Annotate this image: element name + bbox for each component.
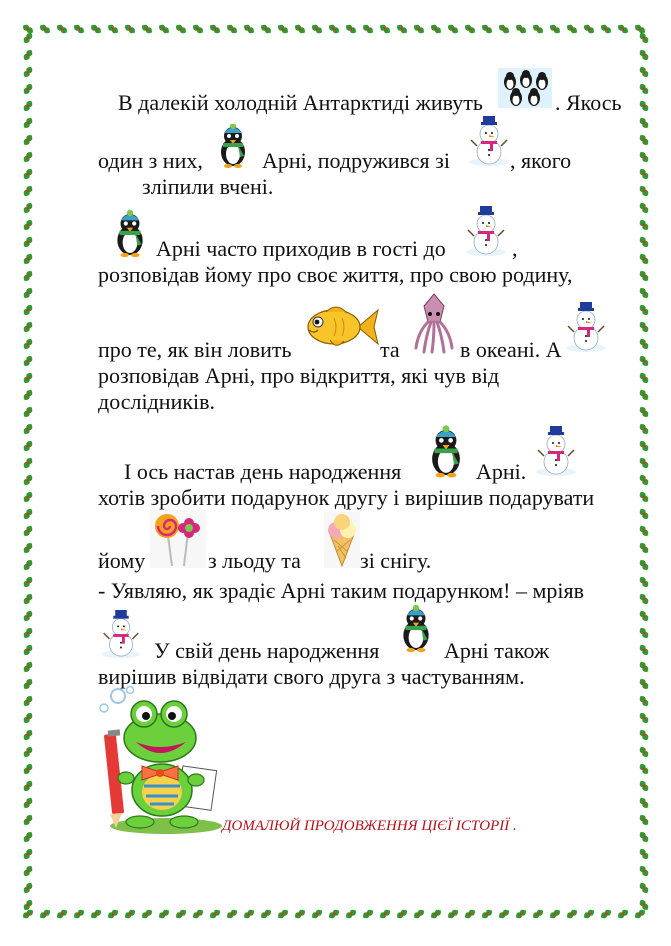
story-line-6c: в океані. А — [460, 337, 562, 362]
holly-leaf — [225, 908, 238, 920]
holly-leaf — [55, 23, 68, 35]
holly-leaf — [22, 779, 34, 792]
holly-leaf — [514, 908, 527, 920]
snowman-picture-2 — [464, 206, 508, 258]
holly-leaf — [638, 830, 650, 843]
holly-leaf — [22, 320, 34, 333]
holly-leaf — [191, 908, 204, 920]
border-top — [20, 18, 652, 40]
holly-leaf — [638, 218, 650, 231]
holly-leaf — [638, 167, 650, 180]
holly-leaf — [22, 745, 34, 758]
holly-leaf — [22, 31, 34, 44]
holly-leaf — [72, 23, 85, 35]
holly-leaf — [446, 908, 459, 920]
holly-leaf — [140, 23, 153, 35]
holly-leaf — [638, 524, 650, 537]
holly-leaf — [638, 864, 650, 877]
holly-leaf — [55, 908, 68, 920]
holly-leaf — [565, 23, 578, 35]
holly-leaf — [123, 23, 136, 35]
holly-leaf — [22, 286, 34, 299]
holly-leaf — [638, 660, 650, 673]
snowman-picture-4 — [534, 426, 578, 478]
holly-leaf — [140, 908, 153, 920]
holly-leaf — [638, 847, 650, 860]
penguins-group-picture — [498, 68, 552, 108]
holly-leaf — [22, 558, 34, 571]
penguin-arni-picture — [214, 124, 252, 168]
holly-leaf — [638, 558, 650, 571]
holly-leaf — [22, 473, 34, 486]
story-line-5: розповідав йому про своє життя, про свою родину, — [98, 262, 573, 287]
story-line-4b: , — [512, 236, 518, 261]
ice-cream-picture — [324, 512, 360, 568]
holly-leaf — [599, 908, 612, 920]
holly-leaf — [22, 48, 34, 61]
holly-leaf — [599, 23, 612, 35]
holly-leaf — [638, 99, 650, 112]
holly-leaf — [22, 354, 34, 367]
penguin-arni-picture-3 — [424, 424, 468, 480]
holly-leaf — [582, 908, 595, 920]
holly-leaf — [22, 677, 34, 690]
holly-leaf — [310, 23, 323, 35]
border-left — [20, 18, 36, 925]
holly-leaf — [22, 439, 34, 452]
story-line-14: вирішив відвідати свого друга з частуванням. — [98, 664, 525, 689]
holly-leaf — [344, 23, 357, 35]
holly-leaf — [638, 762, 650, 775]
holly-leaf — [412, 23, 425, 35]
holly-leaf — [361, 23, 374, 35]
holly-leaf — [565, 908, 578, 920]
holly-leaf — [638, 48, 650, 61]
holly-leaf — [344, 908, 357, 920]
holly-leaf — [531, 908, 544, 920]
lollipops-picture — [150, 510, 206, 568]
fish-picture — [304, 302, 380, 352]
story-line-1a: В далекій холодній Антарктиді живуть — [118, 90, 483, 115]
holly-leaf — [616, 23, 629, 35]
holly-leaf — [22, 422, 34, 435]
holly-leaf — [72, 908, 85, 920]
story-line-13b: Арні також — [444, 638, 550, 663]
holly-leaf — [638, 609, 650, 622]
holly-leaf — [638, 388, 650, 401]
holly-leaf — [22, 711, 34, 724]
snowman-picture — [468, 116, 510, 168]
story-line-13a: У свій день народження — [154, 638, 380, 663]
holly-leaf — [22, 201, 34, 214]
holly-leaf — [22, 456, 34, 469]
holly-leaf — [22, 405, 34, 418]
border-bottom — [20, 903, 652, 925]
holly-leaf — [638, 456, 650, 469]
holly-leaf — [638, 371, 650, 384]
holly-leaf — [22, 524, 34, 537]
holly-leaf — [22, 252, 34, 265]
holly-leaf — [638, 439, 650, 452]
holly-leaf — [638, 881, 650, 894]
holly-leaf — [242, 908, 255, 920]
holly-leaf — [310, 908, 323, 920]
snowman-picture-3 — [564, 302, 608, 354]
holly-leaf — [21, 23, 34, 35]
story-line-11c: зі снігу. — [360, 548, 432, 573]
holly-leaf — [463, 23, 476, 35]
holly-leaf — [22, 133, 34, 146]
penguin-arni-picture-4 — [396, 604, 436, 654]
holly-leaf — [638, 269, 650, 282]
story-line-9a: І ось настав день народження — [124, 459, 402, 484]
holly-leaf — [22, 184, 34, 197]
holly-leaf — [21, 908, 34, 920]
holly-leaf — [638, 65, 650, 78]
holly-leaf — [293, 23, 306, 35]
holly-leaf — [22, 660, 34, 673]
holly-leaf — [638, 898, 650, 911]
holly-leaf — [548, 908, 561, 920]
holly-leaf — [638, 694, 650, 707]
holly-leaf — [22, 150, 34, 163]
holly-leaf — [22, 830, 34, 843]
snowman-picture-5 — [100, 610, 142, 660]
holly-leaf — [22, 626, 34, 639]
holly-leaf — [22, 813, 34, 826]
holly-leaf — [638, 779, 650, 792]
holly-leaf — [582, 23, 595, 35]
holly-leaf — [638, 303, 650, 316]
holly-leaf — [633, 908, 646, 920]
holly-leaf — [22, 541, 34, 554]
holly-leaf — [616, 908, 629, 920]
holly-leaf — [22, 303, 34, 316]
holly-leaf — [429, 908, 442, 920]
holly-leaf — [638, 252, 650, 265]
story-line-3: зліпили вчені. — [142, 174, 274, 199]
story-line-2c: , якого — [510, 148, 572, 173]
holly-leaf — [638, 711, 650, 724]
holly-leaf — [638, 82, 650, 95]
holly-leaf — [638, 643, 650, 656]
holly-leaf — [174, 908, 187, 920]
story-line-1b: . Якось — [555, 90, 622, 115]
holly-leaf — [378, 908, 391, 920]
holly-leaf — [22, 881, 34, 894]
holly-leaf — [638, 592, 650, 605]
holly-leaf — [259, 23, 272, 35]
holly-leaf — [225, 23, 238, 35]
story-line-6a: про те, як він ловить — [98, 337, 292, 362]
holly-leaf — [638, 133, 650, 146]
holly-leaf — [638, 677, 650, 690]
holly-leaf — [22, 847, 34, 860]
holly-leaf — [106, 908, 119, 920]
holly-leaf — [638, 354, 650, 367]
holly-leaf — [548, 23, 561, 35]
holly-leaf — [89, 908, 102, 920]
holly-leaf — [208, 23, 221, 35]
holly-leaf — [22, 643, 34, 656]
holly-leaf — [22, 592, 34, 605]
holly-leaf — [638, 235, 650, 248]
story-line-2b: Арні, подружився зі — [262, 148, 450, 173]
holly-leaf — [633, 23, 646, 35]
story-line-11b: з льоду та — [208, 548, 301, 573]
holly-leaf — [293, 908, 306, 920]
holly-leaf — [276, 23, 289, 35]
holly-leaf — [38, 908, 51, 920]
holly-leaf — [208, 908, 221, 920]
holly-leaf — [174, 23, 187, 35]
holly-leaf — [242, 23, 255, 35]
holly-leaf — [22, 609, 34, 622]
holly-leaf — [22, 575, 34, 588]
holly-leaf — [22, 65, 34, 78]
story-line-9b: Арні. — [476, 459, 527, 484]
holly-leaf — [22, 99, 34, 112]
holly-leaf — [638, 813, 650, 826]
holly-leaf — [361, 908, 374, 920]
holly-leaf — [191, 23, 204, 35]
story-line-4a: Арні часто приходив в гості до — [156, 236, 446, 261]
holly-leaf — [638, 286, 650, 299]
holly-leaf — [463, 908, 476, 920]
holly-leaf — [638, 490, 650, 503]
story-line-8: дослідників. — [98, 389, 216, 414]
story-line-11a: йому — [98, 548, 146, 573]
story-line-10: хотів зробити подарунок другу і вирішив подарувати — [98, 485, 595, 510]
holly-leaf — [638, 320, 650, 333]
holly-leaf — [497, 23, 510, 35]
holly-leaf — [22, 116, 34, 129]
holly-leaf — [480, 908, 493, 920]
holly-leaf — [276, 908, 289, 920]
holly-leaf — [497, 908, 510, 920]
story-line-6b: та — [380, 337, 400, 362]
squid-picture — [410, 292, 458, 354]
holly-leaf — [22, 728, 34, 741]
penguin-arni-picture-2 — [110, 208, 150, 260]
holly-leaf — [89, 23, 102, 35]
holly-leaf — [395, 23, 408, 35]
holly-leaf — [638, 507, 650, 520]
holly-leaf — [22, 507, 34, 520]
holly-leaf — [638, 31, 650, 44]
holly-leaf — [22, 269, 34, 282]
holly-leaf — [638, 201, 650, 214]
holly-leaf — [412, 908, 425, 920]
holly-leaf — [327, 908, 340, 920]
holly-leaf — [22, 371, 34, 384]
holly-leaf — [259, 908, 272, 920]
holly-leaf — [327, 23, 340, 35]
holly-leaf — [395, 908, 408, 920]
holly-leaf — [123, 908, 136, 920]
holly-leaf — [638, 116, 650, 129]
holly-leaf — [638, 541, 650, 554]
holly-leaf — [22, 898, 34, 911]
holly-leaf — [638, 184, 650, 197]
holly-leaf — [638, 473, 650, 486]
holly-leaf — [429, 23, 442, 35]
holly-leaf — [22, 82, 34, 95]
holly-leaf — [22, 490, 34, 503]
holly-leaf — [22, 167, 34, 180]
holly-leaf — [157, 908, 170, 920]
footer-note: ДОМАЛЮЙ ПРОДОВЖЕННЯ ЦІЄЇ ІСТОРІЇ . — [222, 818, 517, 834]
holly-leaf — [638, 422, 650, 435]
holly-leaf — [514, 23, 527, 35]
holly-leaf — [638, 150, 650, 163]
holly-leaf — [22, 218, 34, 231]
holly-leaf — [480, 23, 493, 35]
story-line-7: розповідав Арні, про відкриття, які чув від — [98, 363, 500, 388]
holly-leaf — [22, 694, 34, 707]
holly-leaf — [22, 337, 34, 350]
holly-leaf — [638, 575, 650, 588]
holly-leaf — [22, 235, 34, 248]
holly-leaf — [378, 23, 391, 35]
border-right — [636, 18, 652, 925]
holly-leaf — [638, 745, 650, 758]
holly-leaf — [22, 388, 34, 401]
holly-leaf — [638, 728, 650, 741]
holly-leaf — [638, 405, 650, 418]
holly-leaf — [157, 23, 170, 35]
holly-leaf — [638, 337, 650, 350]
holly-leaf — [22, 796, 34, 809]
holly-leaf — [22, 864, 34, 877]
holly-leaf — [22, 762, 34, 775]
story-line-12: - Уявляю, як зрадіє Арні таким подарунком! – мріяв — [98, 578, 585, 603]
holly-leaf — [531, 23, 544, 35]
holly-leaf — [106, 23, 119, 35]
holly-leaf — [446, 23, 459, 35]
story-line-2a: один з них, — [98, 148, 203, 173]
holly-leaf — [38, 23, 51, 35]
holly-leaf — [638, 626, 650, 639]
frog-with-pencil-picture — [96, 686, 226, 836]
holly-leaf — [638, 796, 650, 809]
